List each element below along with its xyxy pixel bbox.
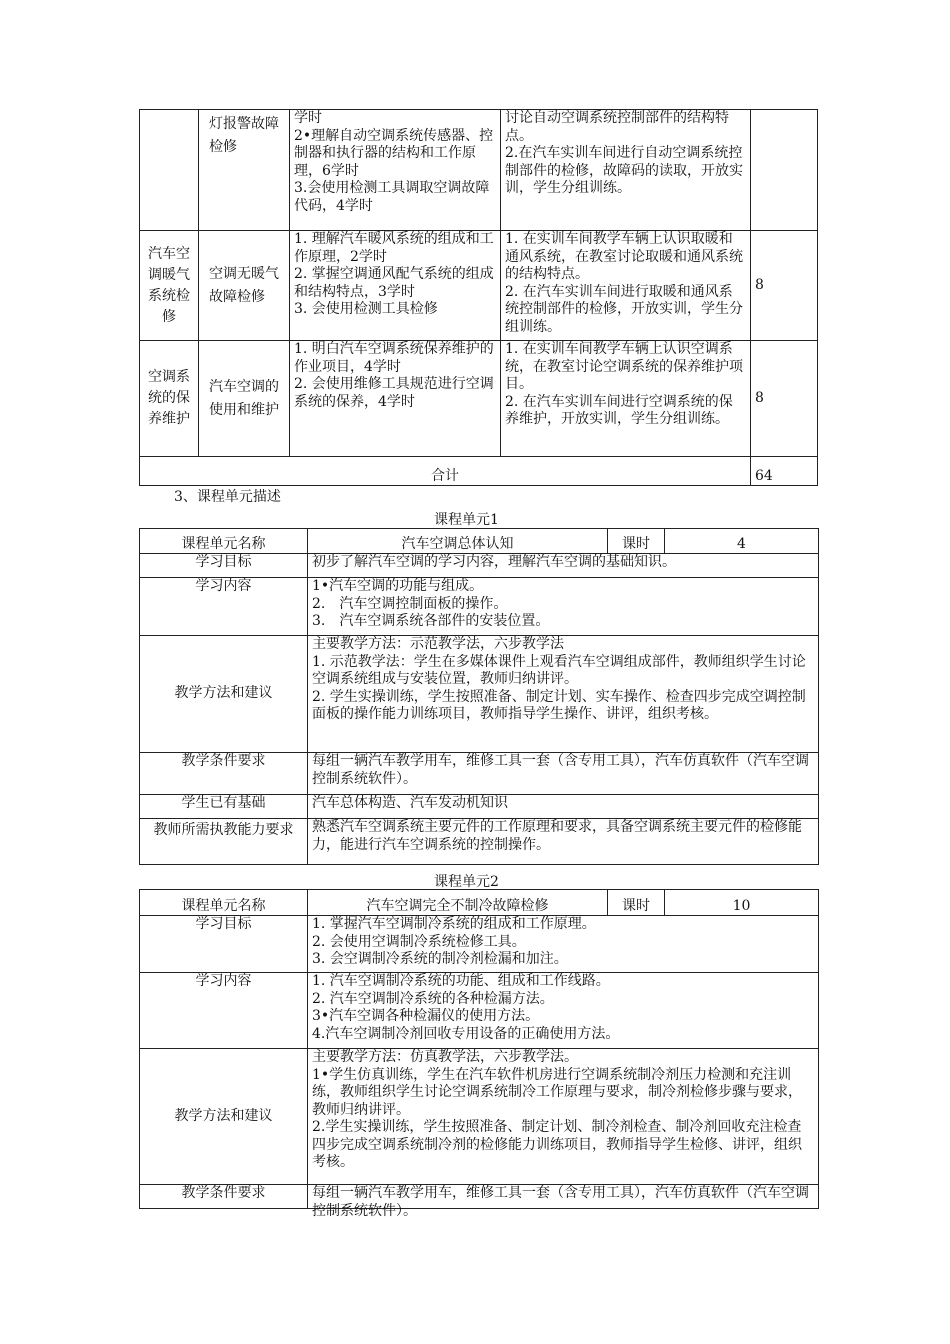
method-line: 主要教学方法：仿真教学法，六步教学法。 (312, 1049, 578, 1065)
content-line: 1. 汽车空调制冷系统的功能、组成和工作线路。 (312, 973, 610, 989)
goal-line: 3. 会空调制冷系统的制冷剂检漏和加注。 (312, 951, 568, 967)
method-label: 教学方法和建议 (140, 636, 308, 753)
content-text (308, 578, 819, 636)
table-row (140, 529, 819, 554)
table-row (140, 753, 819, 795)
content-label: 学习内容 (140, 973, 308, 1049)
table-row (140, 231, 818, 341)
table-row (140, 110, 818, 231)
method-line: 1•学生仿真训练，学生在汽车软件机房进行空调系统制冷剂压力检测和充注训练，教师组织学生讨论空调系统制冷工作原理与要求，制冷剂检修步骤与要求，教师归纳讲评。 (312, 1066, 802, 1118)
unit-name-label: 课程单元名称 (140, 890, 308, 916)
content-line: 2•理解自动空调系统传感器、控制器和执行器的结构和工作原理，6学时 (294, 127, 494, 179)
content-line: 2. 汽车空调控制面板的操作。 (312, 595, 508, 612)
table-row (140, 890, 819, 916)
method-line: 讨论自动空调系统控制部件的结构特点。 (505, 110, 729, 144)
method-cell (501, 231, 751, 341)
method-cell (501, 341, 751, 457)
hours-cell (751, 110, 818, 231)
table-row (140, 916, 819, 973)
total-label: 合计 (140, 457, 751, 486)
hours-label: 课时 (608, 890, 665, 916)
goal-text: 初步了解汽车空调的学习内容，理解汽车空调的基础知识。 (308, 554, 819, 578)
method-label: 教学方法和建议 (140, 1049, 308, 1185)
method-line: 2. 在汽车实训车间进行取暖和通风系统控制部件的检修，开放实训，学生分组训练。 (505, 283, 743, 335)
content-text (308, 973, 819, 1049)
teacher-label: 教师所需执教能力要求 (140, 819, 308, 865)
method-line: 2. 在汽车实训车间进行空调系统的保养维护，开放实训，学生分组训练。 (505, 393, 733, 427)
table-row (140, 795, 819, 819)
method-text (308, 636, 819, 753)
method-line: 1. 在实训车间教学车辆上认识空调系统，在教室讨论空调系统的保养维护项目。 (505, 341, 743, 392)
task-name-cell: 汽车空调的使用和维护 (199, 341, 290, 457)
method-line: 2.在汽车实训车间进行自动空调系统控制部件的检修，故障码的读取，开放实训，学生分组训练。 (505, 145, 743, 196)
method-line: 2. 学生实操训练，学生按照准备、制定计划、实车操作、检查四步完成空调控制面板的操作能力训练项目，教师指导学生操作、讲评，组织考核。 (312, 688, 806, 722)
unit2-table (139, 889, 819, 1219)
hours-cell: 8 (751, 231, 818, 341)
content-line: 4.汽车空调制冷剂回收专用设备的正确使用方法。 (312, 1025, 620, 1042)
table-row (140, 341, 818, 457)
hours-cell: 8 (751, 341, 818, 457)
method-line: 1. 在实训车间教学车辆上认识取暖和通风系统，在教室讨论取暖和通风系统的结构特点。 (505, 231, 743, 282)
table-row (140, 819, 819, 865)
table-row (140, 636, 819, 753)
method-line: 1. 示范教学法：学生在多媒体课件上观看汽车空调组成部件，教师组织学生讨论空调系统组成与安装位置，教师归纳讲评。 (312, 653, 806, 687)
hours-label: 课时 (608, 529, 665, 554)
condition-text: 每组一辆汽车教学用车，维修工具一套（含专用工具），汽车仿真软件（汽车空调控制系统软件）。 (308, 753, 819, 795)
total-row (140, 457, 818, 486)
unit2-caption: 课程单元2 (434, 874, 499, 890)
content-line: 3•汽车空调各种检漏仪的使用方法。 (312, 1008, 540, 1024)
unit-name-value: 汽车空调总体认知 (308, 529, 608, 554)
method-cell (501, 110, 751, 231)
category-cell: 汽车空调暖气系统检修 (140, 231, 199, 341)
condition-label: 教学条件要求 (140, 753, 308, 795)
table-row (140, 578, 819, 636)
content-cell (290, 110, 501, 231)
course-plan-table (139, 109, 818, 486)
category-cell: 空调系统的保养维护 (140, 341, 199, 457)
method-text (308, 1049, 819, 1185)
total-hours: 64 (751, 457, 818, 486)
unit1-table (139, 528, 819, 865)
category-cell (140, 110, 199, 231)
content-line: 1. 明白汽车空调系统保养维护的作业项目，4学时 (294, 341, 494, 375)
unit-name-value: 汽车空调完全不制冷故障检修 (308, 890, 608, 916)
method-line: 主要教学方法：示范教学法，六步教学法 (312, 636, 564, 652)
hours-value: 10 (665, 890, 819, 916)
section-heading: 3、课程单元描述 (174, 489, 281, 505)
goal-text (308, 916, 819, 973)
content-line: 3.会使用检测工具调取空调故障代码，4学时 (294, 180, 490, 214)
condition-line: 每组一辆汽车教学用车，维修工具一套（含专用工具），汽车仿真软件（汽车空调控制系统软件）。 (312, 1185, 809, 1219)
table-row (140, 554, 819, 578)
condition-text (308, 1185, 819, 1219)
content-line: 2. 会使用维修工具规范进行空调系统的保养，4学时 (294, 376, 494, 410)
basis-label: 学生已有基础 (140, 795, 308, 819)
goal-label: 学习目标 (140, 916, 308, 973)
method-line: 2.学生实操训练，学生按照准备、制定计划、制冷剂检查、制冷剂回收充注检查四步完成空调系统制冷剂的检修能力训练项目，教师指导学生检修、讲评，组织考核。 (312, 1119, 802, 1170)
table-row (140, 1185, 819, 1209)
goal-line: 2. 会使用空调制冷系统检修工具。 (312, 933, 526, 950)
basis-text: 汽车总体构造、汽车发动机知识 (308, 795, 819, 819)
content-line: 3. 会使用检测工具检修 (294, 301, 438, 317)
task-name-cell: 空调无暖气故障检修 (199, 231, 290, 341)
condition-label: 教学条件要求 (140, 1185, 308, 1209)
content-line: 1•汽车空调的功能与组成。 (312, 578, 484, 594)
content-label: 学习内容 (140, 578, 308, 636)
content-line: 2. 汽车空调制冷系统的各种检漏方法。 (312, 990, 554, 1007)
goal-line: 1. 掌握汽车空调制冷系统的组成和工作原理。 (312, 916, 596, 932)
unit-name-label: 课程单元名称 (140, 529, 308, 554)
content-line: 3. 汽车空调系统各部件的安装位置。 (312, 613, 550, 629)
content-cell (290, 341, 501, 457)
table-row (140, 1049, 819, 1185)
unit1-caption: 课程单元1 (434, 512, 499, 528)
teacher-text: 熟悉汽车空调系统主要元件的工作原理和要求，具备空调系统主要元件的检修能力，能进行汽车空调系统的控制操作。 (308, 819, 819, 865)
task-name-cell: 灯报警故障检修 (199, 110, 290, 231)
content-line: 2. 掌握空调通风配气系统的组成和结构特点，3学时 (294, 266, 494, 300)
hours-value: 4 (665, 529, 819, 554)
content-line: 1. 理解汽车暖风系统的组成和工作原理，2学时 (294, 231, 494, 265)
goal-label: 学习目标 (140, 554, 308, 578)
content-cell (290, 231, 501, 341)
table-row (140, 973, 819, 1049)
content-line: 学时 (294, 110, 322, 126)
